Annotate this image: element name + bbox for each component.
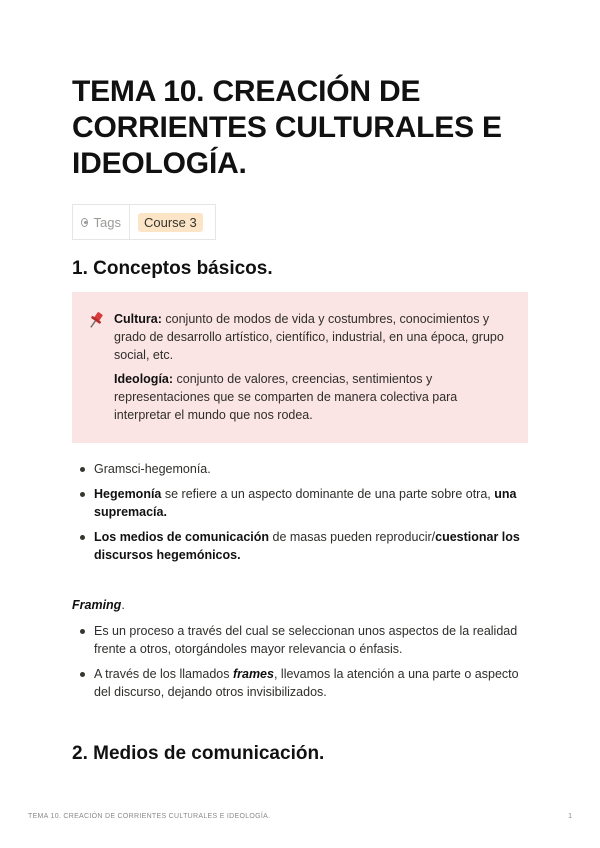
definition-ideologia (114, 370, 508, 424)
definition-cultura (114, 310, 508, 364)
definition-ideologia-text: conjunto de valores, creencias, sentimientos y representaciones que se comparten de manera colectiva para interpretar el mundo que nos rodea. (114, 372, 458, 422)
course-tag[interactable]: Course 3 (138, 213, 203, 232)
section-heading-medios: 2. Medios de comunicación. (72, 743, 325, 764)
pushpin-icon (86, 310, 114, 443)
bullet-text: Es un proceso a través del cual se seleccionan unos aspectos de la realidad frente a otros, otorgándoles mayor relevancia o énfasis. (94, 624, 518, 656)
concepts-bullet-list (72, 460, 532, 571)
bullet-text: de masas pueden reproducir/ (269, 530, 436, 544)
tags-property-icon (81, 218, 88, 227)
list-item (72, 622, 532, 658)
bullet-bold: cuestionar los discursos hegemónicos. (94, 530, 520, 562)
framing-term: Framing (72, 598, 122, 612)
tags-property-key (73, 205, 130, 239)
section-heading-conceptos: 1. Conceptos básicos. (72, 258, 273, 279)
tags-property-value (130, 205, 215, 239)
bullet-bold-italic: frames (232, 667, 274, 681)
bullet-bold: Los medios de comunicación (94, 530, 270, 544)
list-item (72, 665, 532, 701)
framing-label (72, 596, 125, 614)
list-item (72, 460, 532, 478)
bullet-text: A través de los llamados (94, 667, 233, 681)
term-ideologia: Ideología: (114, 372, 174, 386)
framing-dot: . (121, 598, 125, 612)
tags-label: Tags (93, 214, 121, 230)
page-number: 1 (568, 813, 572, 820)
page-title: TEMA 10. CREACIÓN DE CORRIENTES CULTURALES E IDEOLOGÍA. (72, 75, 502, 180)
bullet-bold: Hegemonía (94, 487, 162, 501)
term-cultura: Cultura: (114, 312, 162, 326)
bullet-text: se refiere a un aspecto dominante de una parte sobre otra, (161, 487, 495, 501)
definitions-callout (72, 292, 528, 443)
bullet-text: Gramsci-hegemonía. (94, 462, 211, 476)
framing-bullet-list (72, 622, 532, 708)
properties-table (72, 204, 216, 240)
list-item (72, 528, 532, 564)
definition-cultura-text: conjunto de modos de vida y costumbres, conocimientos y grado de desarrollo artístico, científico, industrial, en una época, grupo social, etc. (114, 312, 504, 362)
footer-title: TEMA 10. CREACIÓN DE CORRIENTES CULTURALES E IDEOLOGÍA. (28, 813, 271, 820)
list-item (72, 485, 532, 521)
bullet-bold: una supremacía. (94, 487, 517, 519)
bullet-text: , llevamos la atención a una parte o aspecto del discurso, dejando otros invisibilizados. (94, 667, 519, 699)
